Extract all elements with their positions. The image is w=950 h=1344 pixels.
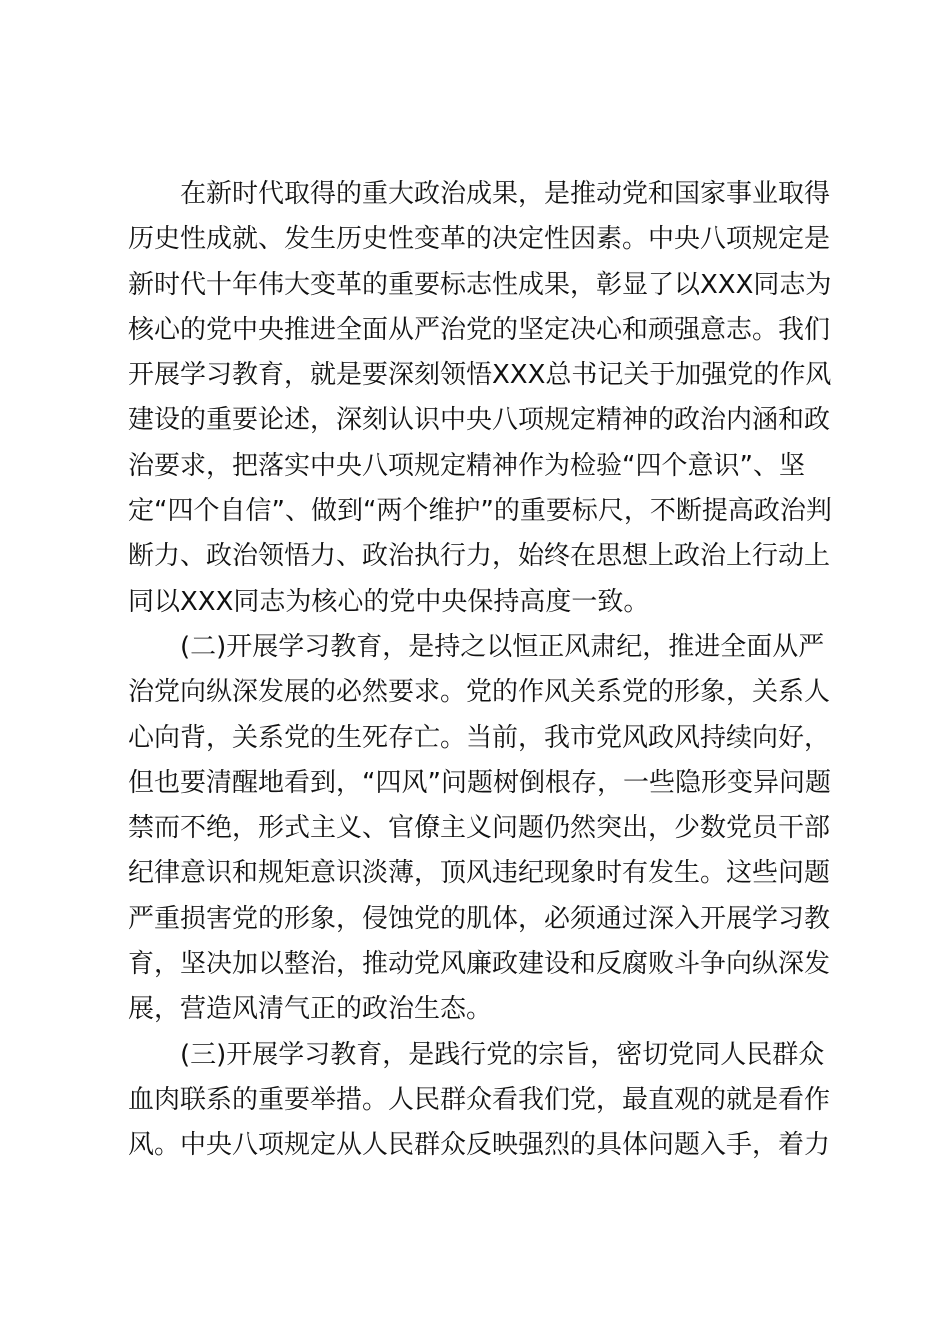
text-line: 在新时代取得的重大政治成果，是推动党和国家事业取得 bbox=[180, 179, 831, 209]
paragraph-1 bbox=[128, 172, 848, 625]
text-line: 新时代十年伟大变革的重要标志性成果，彰显了以XXX同志为 bbox=[128, 269, 832, 300]
text-line: 治党向纵深发展的必然要求。党的作风关系党的形象，关系人 bbox=[128, 677, 831, 708]
text-line: 血肉联系的重要举措。人民群众看我们党，最直观的就是看作 bbox=[128, 1084, 831, 1115]
paragraph-3 bbox=[128, 1033, 848, 1169]
text-line: 定“四个自信”、做到“两个维护”的重要标尺，不断提高政治判 bbox=[128, 496, 832, 527]
text-line: 育，坚决加以整治，推动党风廉政建设和反腐败斗争向纵深发 bbox=[128, 949, 831, 980]
text-line: 历史性成就、发生历史性变革的决定性因素。中央八项规定是 bbox=[128, 224, 831, 255]
text-line: (二)开展学习教育，是持之以恒正风肃纪，推进全面从严 bbox=[180, 631, 825, 662]
text-line: 禁而不绝，形式主义、官僚主义问题仍然突出，少数党员干部 bbox=[128, 813, 831, 844]
text-line: 断力、政治领悟力、政治执行力，始终在思想上政治上行动上 bbox=[128, 541, 831, 572]
text-line: 开展学习教育，就是要深刻领悟XXX总书记关于加强党的作风 bbox=[128, 360, 832, 391]
text-line: 治要求，把落实中央八项规定精神作为检验“四个意识”、坚 bbox=[128, 450, 805, 481]
text-line: (三)开展学习教育，是践行党的宗旨，密切党同人民群众 bbox=[180, 1039, 825, 1070]
document-body bbox=[128, 172, 848, 1169]
text-line: 建设的重要论述，深刻认识中央八项规定精神的政治内涵和政 bbox=[128, 405, 831, 436]
text-line: 风。中央八项规定从人民群众反映强烈的具体问题入手，着力 bbox=[128, 1130, 831, 1161]
text-line: 严重损害党的形象，侵蚀党的肌体，必须通过深入开展学习教 bbox=[128, 903, 831, 934]
text-line: 同以XXX同志为核心的党中央保持高度一致。 bbox=[128, 586, 650, 617]
text-line: 但也要清醒地看到，“四风”问题树倒根存，一些隐形变异问题 bbox=[128, 767, 831, 798]
text-line: 展，营造风清气正的政治生态。 bbox=[128, 994, 493, 1025]
text-line: 核心的党中央推进全面从严治党的坚定决心和顽强意志。我们 bbox=[128, 314, 831, 345]
paragraph-2 bbox=[128, 625, 848, 1033]
text-line: 心向背，关系党的生死存亡。当前，我市党风政风持续向好， bbox=[128, 722, 831, 753]
text-line: 纪律意识和规矩意识淡薄，顶风违纪现象时有发生。这些问题 bbox=[128, 858, 831, 889]
